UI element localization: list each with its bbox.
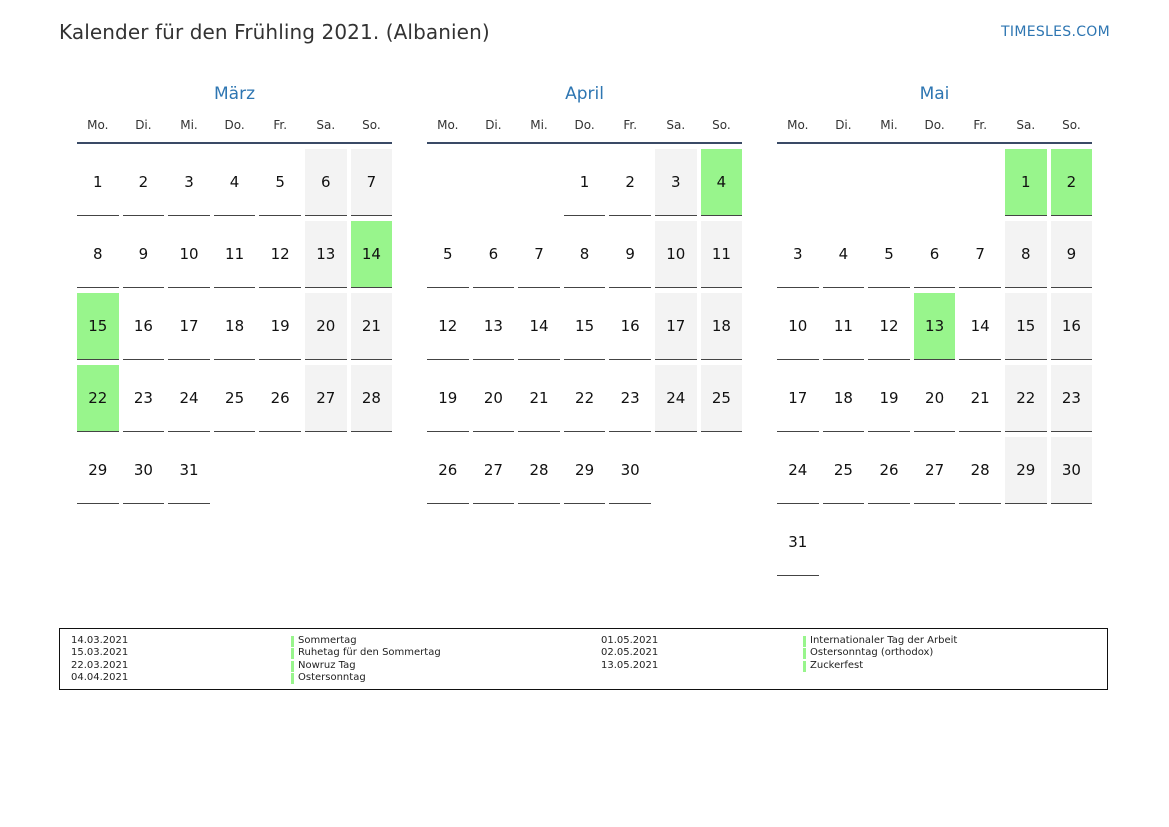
- weekday-label: Di.: [485, 118, 502, 132]
- day-cell: 8: [564, 221, 606, 288]
- holiday-legend: [59, 628, 1108, 690]
- day-cell: 18: [823, 365, 865, 432]
- day-cell: 7: [518, 221, 560, 288]
- day-cell: 6: [305, 149, 347, 216]
- day-cell: 12: [868, 293, 910, 360]
- day-cell: 8: [1005, 221, 1047, 288]
- legend-date: 22.03.2021: [71, 659, 129, 671]
- day-cell: 1: [564, 149, 606, 216]
- weekday-label: Fr.: [623, 118, 638, 132]
- day-cell: 3: [168, 149, 210, 216]
- day-cell: 9: [609, 221, 651, 288]
- day-cell-holiday: 1: [1005, 149, 1047, 216]
- day-cell: 27: [305, 365, 347, 432]
- month-name: Mai: [919, 84, 950, 104]
- day-cell: 17: [655, 293, 697, 360]
- weekday-label: Mo.: [87, 118, 109, 132]
- day-cell: 21: [518, 365, 560, 432]
- day-cell: 13: [305, 221, 347, 288]
- day-cell: 23: [1051, 365, 1093, 432]
- day-cell: 3: [655, 149, 697, 216]
- day-cell: 29: [77, 437, 119, 504]
- empty-cell: [518, 149, 560, 215]
- day-grid: [777, 149, 1092, 576]
- brand-link[interactable]: TIMESLES.COM: [1001, 24, 1110, 40]
- day-cell: 17: [777, 365, 819, 432]
- day-cell: 7: [959, 221, 1001, 288]
- day-cell: 4: [823, 221, 865, 288]
- day-cell: 16: [123, 293, 165, 360]
- weekday-header: [77, 108, 392, 144]
- weekday-label: Fr.: [973, 118, 988, 132]
- day-cell: 12: [259, 221, 301, 288]
- day-cell: 30: [123, 437, 165, 504]
- day-cell: 7: [351, 149, 393, 216]
- day-cell: 11: [701, 221, 743, 288]
- day-cell: 4: [214, 149, 256, 216]
- legend-holiday-name: Zuckerfest: [803, 660, 863, 672]
- legend-holiday-name: Nowruz Tag: [291, 660, 356, 672]
- day-cell: 20: [305, 293, 347, 360]
- day-cell: 14: [959, 293, 1001, 360]
- legend-holiday-name: Sommertag: [291, 635, 357, 647]
- day-cell: 19: [427, 365, 469, 432]
- day-cell: 20: [914, 365, 956, 432]
- day-cell: 3: [777, 221, 819, 288]
- day-cell: 23: [123, 365, 165, 432]
- weekday-label: Sa.: [1016, 118, 1036, 132]
- day-cell: 31: [777, 509, 819, 576]
- day-cell: 15: [564, 293, 606, 360]
- empty-cell: [914, 149, 956, 215]
- day-cell: 21: [351, 293, 393, 360]
- legend-holiday-name: Ruhetag für den Sommertag: [291, 647, 441, 659]
- day-cell: 9: [1051, 221, 1093, 288]
- month-märz: [77, 80, 392, 504]
- day-cell: 26: [868, 437, 910, 504]
- legend-date: 02.05.2021: [601, 647, 659, 659]
- day-cell: 18: [701, 293, 743, 360]
- day-cell: 19: [868, 365, 910, 432]
- weekday-label: Do.: [574, 118, 595, 132]
- day-cell: 29: [1005, 437, 1047, 504]
- weekday-label: Di.: [835, 118, 852, 132]
- day-cell-holiday: 22: [77, 365, 119, 432]
- day-cell: 18: [214, 293, 256, 360]
- day-grid: [427, 149, 742, 504]
- day-cell: 23: [609, 365, 651, 432]
- day-cell: 16: [609, 293, 651, 360]
- day-cell: 25: [701, 365, 743, 432]
- legend-holiday-name: Ostersonntag (orthodox): [803, 647, 933, 659]
- day-cell: 17: [168, 293, 210, 360]
- page-title: Kalender für den Frühling 2021. (Albanien): [59, 20, 490, 44]
- weekday-label: Mi.: [530, 118, 548, 132]
- weekday-label: Do.: [224, 118, 245, 132]
- month-name: April: [565, 84, 604, 104]
- day-cell: 11: [823, 293, 865, 360]
- empty-cell: [777, 149, 819, 215]
- day-cell: 28: [959, 437, 1001, 504]
- day-cell-holiday: 4: [701, 149, 743, 216]
- day-grid: [77, 149, 392, 504]
- legend-date: 15.03.2021: [71, 647, 129, 659]
- day-cell-holiday: 14: [351, 221, 393, 288]
- day-cell: 11: [214, 221, 256, 288]
- weekday-label: So.: [362, 118, 381, 132]
- empty-cell: [868, 149, 910, 215]
- month-april: [427, 80, 742, 504]
- day-cell: 15: [1005, 293, 1047, 360]
- day-cell: 1: [77, 149, 119, 216]
- month-mai: [777, 80, 1092, 576]
- weekday-header: [427, 108, 742, 144]
- weekday-label: Fr.: [273, 118, 288, 132]
- day-cell: 5: [427, 221, 469, 288]
- day-cell: 12: [427, 293, 469, 360]
- day-cell: 5: [259, 149, 301, 216]
- day-cell: 21: [959, 365, 1001, 432]
- weekday-label: Di.: [135, 118, 152, 132]
- day-cell: 28: [351, 365, 393, 432]
- day-cell: 6: [914, 221, 956, 288]
- empty-cell: [427, 149, 469, 215]
- day-cell: 10: [168, 221, 210, 288]
- weekday-label: Mo.: [437, 118, 459, 132]
- legend-holiday-name: Ostersonntag: [291, 672, 366, 684]
- day-cell: 13: [473, 293, 515, 360]
- day-cell: 31: [168, 437, 210, 504]
- day-cell: 26: [259, 365, 301, 432]
- day-cell: 10: [655, 221, 697, 288]
- day-cell: 6: [473, 221, 515, 288]
- day-cell: 20: [473, 365, 515, 432]
- weekday-label: Sa.: [316, 118, 336, 132]
- day-cell: 2: [123, 149, 165, 216]
- weekday-label: Mi.: [180, 118, 198, 132]
- day-cell: 27: [914, 437, 956, 504]
- weekday-label: Mi.: [880, 118, 898, 132]
- day-cell: 16: [1051, 293, 1093, 360]
- day-cell-holiday: 13: [914, 293, 956, 360]
- day-cell: 14: [518, 293, 560, 360]
- day-cell: 22: [1005, 365, 1047, 432]
- day-cell: 5: [868, 221, 910, 288]
- month-name: März: [214, 84, 255, 104]
- weekday-label: Mo.: [787, 118, 809, 132]
- day-cell: 22: [564, 365, 606, 432]
- legend-holiday-name: Internationaler Tag der Arbeit: [803, 635, 957, 647]
- day-cell: 9: [123, 221, 165, 288]
- day-cell: 10: [777, 293, 819, 360]
- day-cell: 26: [427, 437, 469, 504]
- day-cell: 24: [655, 365, 697, 432]
- day-cell-holiday: 2: [1051, 149, 1093, 216]
- day-cell: 30: [609, 437, 651, 504]
- day-cell: 24: [168, 365, 210, 432]
- legend-date: 14.03.2021: [71, 635, 129, 646]
- day-cell: 24: [777, 437, 819, 504]
- day-cell: 2: [609, 149, 651, 216]
- legend-date: 13.05.2021: [601, 659, 659, 671]
- weekday-label: Do.: [924, 118, 945, 132]
- day-cell: 19: [259, 293, 301, 360]
- empty-cell: [823, 149, 865, 215]
- day-cell: 27: [473, 437, 515, 504]
- weekday-header: [777, 108, 1092, 144]
- empty-cell: [959, 149, 1001, 215]
- empty-cell: [473, 149, 515, 215]
- legend-date: 01.05.2021: [601, 635, 659, 646]
- day-cell: 25: [214, 365, 256, 432]
- day-cell: 8: [77, 221, 119, 288]
- day-cell: 28: [518, 437, 560, 504]
- day-cell: 30: [1051, 437, 1093, 504]
- day-cell: 25: [823, 437, 865, 504]
- legend-date: 04.04.2021: [71, 672, 129, 684]
- weekday-label: Sa.: [666, 118, 686, 132]
- day-cell: 29: [564, 437, 606, 504]
- weekday-label: So.: [1062, 118, 1081, 132]
- day-cell-holiday: 15: [77, 293, 119, 360]
- weekday-label: So.: [712, 118, 731, 132]
